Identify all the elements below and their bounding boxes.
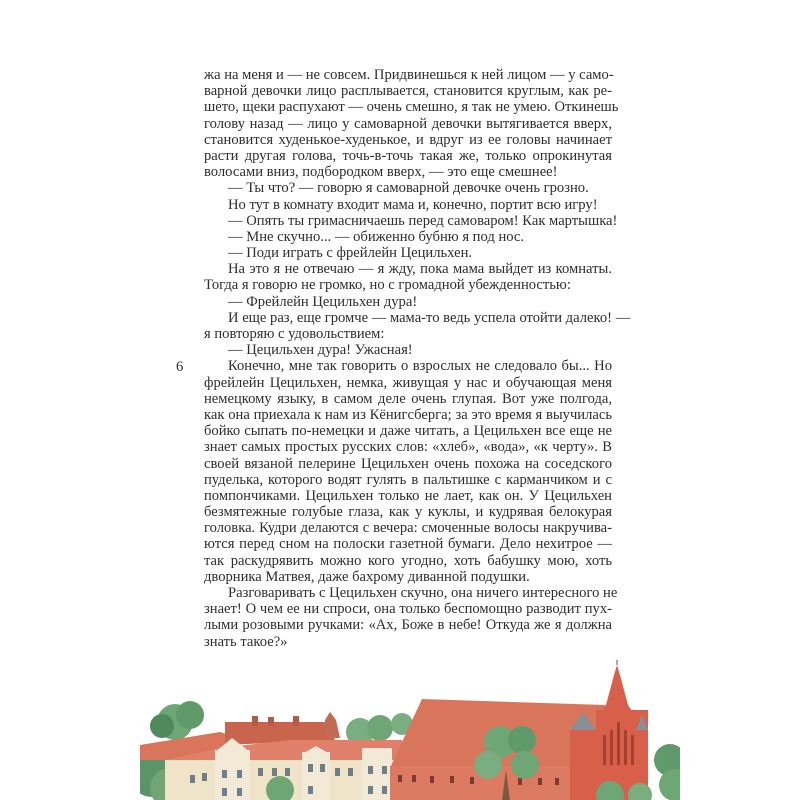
page-number: 6 [176,359,184,375]
text-line: — Ты что? — говорю я самоварной девочке очень грозно. [228,180,589,197]
text-line: — Фрейлейн Цецильхен дура! [228,293,418,310]
text-line: головка. Кудри делаются с вечера: смоченные волосы накручива- [204,520,612,537]
text-line: Разговаривать с Цецильхен скучно, она ничего интересного не [228,585,618,601]
text-line: расти другая голова, точь-в-точь такая же, только опрокинутая [204,147,612,164]
text-line: знает! О чем ее ни спроси, она только беспомощно разводит пух- [204,601,612,618]
text-line: — Цецильхен дура! Ужасная! [228,342,413,359]
right-trees [654,744,680,800]
text-line: Тогда я говорю не громко, но с громадной убежденностью: [204,277,571,294]
text-line: Конечно, мне так говорить о взрослых не следовало бы... Но [228,358,612,375]
text-line: ются перед сном на полоски газетной бумаги. Дело нехитрое — [204,536,612,553]
church [570,660,652,800]
text-line: — Мне скучно... — обиженно бубню я под нос. [228,228,525,245]
text-line: знает самых простых русских слов: «хлеб», «вода», «к черту». В [204,439,612,456]
text-line: своей вязаной пелерине Цецильхен очень похожа на соседского [204,455,612,472]
text-line: как она приехала к нам из Кёнигсберга; за это время я выучилась [204,406,612,423]
text-line: жа на меня и — не совсем. Придвинешься к ней лицом — у само- [204,67,614,83]
text-line: фрейлейн Цецильхен, немка, живущая у нас и обучающая меня [204,374,612,391]
text-line: пуделька, которого водят гулять в пальтишке с карманчиком и с [204,471,612,488]
text-line: знать такое?» [204,633,288,650]
text-line: — Поди играть с фрейлейн Цецильхен. [228,245,473,262]
body-text [204,67,631,650]
text-line: На это я не отвечаю — я жду, пока мама выйдет из комнаты. [228,261,612,278]
text-line: помпончиками. Цецильхен только не лает, как он. У Цецильхен [204,487,612,504]
text-line: дворника Матвея, даже бахрому диванной подушки. [204,568,530,585]
text-line: бойко сыпать по-немецки и даже читать, а Цецильхен все еще не [204,423,612,440]
text-line: И еще раз, еще громче — мама-то ведь успела отойти далеко! — [228,309,631,326]
text-line: лыми розовыми ручками: «Ах, Боже в небе! Откуда же я должна [204,617,612,634]
text-line: волосами вниз, подбородком вверх, — это еще смешнее! [204,164,558,181]
text-line: безмятежные голубые глаза, как у куклы, и кудрявая белокурая [204,504,612,521]
text-line: голову назад — лицо у самоварной девочки вытягивается вверх, [204,115,612,132]
text-line: варной девочки лицо расплывается, становится круглым, как ре- [204,83,612,100]
text-line: — Опять ты гримасничаешь перед самоваром! Как мартышка! [228,212,618,229]
town-illustration [140,660,680,800]
text-line: становится худенькое-худенькое, и вдруг из ее головы начинает [204,131,612,148]
text-line: немецкому языку, в самом деле очень глупая. Вот уже полгода, [204,390,612,407]
text-line: шето, щеки распухают — очень смешно, я так не умею. Откинешь [204,99,619,116]
text-line: Но тут в комнату входит мама и, конечно, портит всю игру! [228,196,598,213]
text-line: я повторяю с удовольствием: [204,326,385,342]
text-line: так раскудрявить можно кого угодно, хоть бабушку мою, хоть [204,552,612,569]
